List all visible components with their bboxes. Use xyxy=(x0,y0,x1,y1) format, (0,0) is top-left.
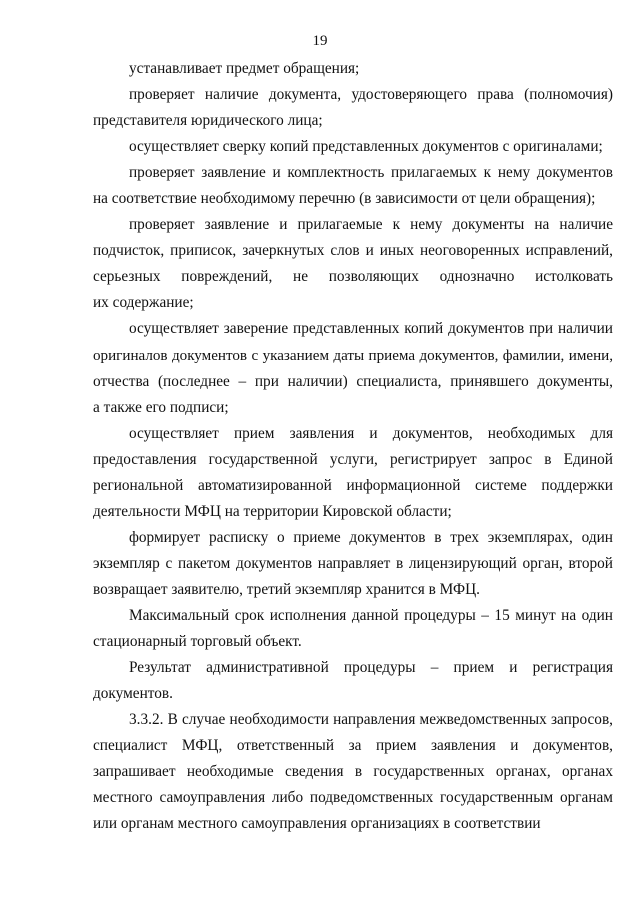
page-number: 19 xyxy=(312,33,328,49)
paragraph xyxy=(93,421,613,525)
text-line: осуществляет сверку копий представленных документов с оригиналами; xyxy=(129,138,603,156)
paragraph xyxy=(93,603,613,655)
text-line: осуществляет прием заявления и документов, необходимых для xyxy=(129,424,613,442)
text-line: экземпляр с пакетом документов направляет в лицензирующий орган, второй xyxy=(93,554,613,572)
text-line: серьезных повреждений, не позволяющих однозначно истолковать xyxy=(93,268,613,286)
text-line: предоставления государственной услуги, регистрирует запрос в Единой xyxy=(93,450,613,468)
text-line: на соответствие необходимому перечню (в зависимости от цели обращения); xyxy=(93,190,596,208)
text-line: или органам местного самоуправления организациях в соответствии xyxy=(93,815,541,833)
text-line: представителя юридического лица; xyxy=(93,112,323,130)
text-line: устанавливает предмет обращения; xyxy=(129,60,360,77)
text-line: региональной автоматизированной информационной системе поддержки xyxy=(93,476,613,494)
text-line: возвращает заявителю, третий экземпляр хранится в МФЦ. xyxy=(93,580,481,598)
text-line: их содержание; xyxy=(93,294,194,312)
text-line: деятельности МФЦ на территории Кировской области; xyxy=(93,502,452,520)
text-line: Максимальный срок исполнения данной процедуры – 15 минут на один xyxy=(129,606,613,624)
paragraph xyxy=(93,525,613,603)
text-line: проверяет заявление и комплектность прилагаемых к нему документов xyxy=(129,164,613,182)
text-line: осуществляет заверение представленных копий документов при наличии xyxy=(129,320,613,338)
paragraph xyxy=(93,56,613,82)
paragraph xyxy=(93,316,613,420)
paragraph xyxy=(93,160,613,212)
text-line: а также его подписи; xyxy=(93,398,229,416)
document-body xyxy=(93,56,613,837)
paragraph xyxy=(93,82,613,134)
paragraph xyxy=(93,655,613,707)
text-line: подчисток, приписок, зачеркнутых слов и иных неоговоренных исправлений, xyxy=(93,242,613,260)
text-line: отчества (последнее – при наличии) специалиста, принявшего документы, xyxy=(93,372,613,390)
text-line: запрашивает необходимые сведения в государственных органах, органах xyxy=(93,763,613,781)
text-line: формирует расписку о приеме документов в трех экземплярах, один xyxy=(129,528,613,546)
paragraph xyxy=(93,134,613,160)
text-line: проверяет заявление и прилагаемые к нему документы на наличие xyxy=(129,216,613,234)
text-line: проверяет наличие документа, удостоверяющего права (полномочия) xyxy=(129,86,613,104)
text-line: документов. xyxy=(93,685,173,703)
text-line: Результат административной процедуры – прием и регистрация xyxy=(129,659,613,677)
text-line: оригиналов документов с указанием даты приема документов, фамилии, имени, xyxy=(93,347,613,364)
text-line: специалист МФЦ, ответственный за прием заявления и документов, xyxy=(93,737,613,755)
paragraph xyxy=(93,212,613,316)
paragraph xyxy=(93,707,613,837)
text-line: местного самоуправления либо подведомственных государственным органам xyxy=(93,789,613,807)
text-line: 3.3.2. В случае необходимости направления межведомственных запросов, xyxy=(129,711,613,729)
text-line: стационарный торговый объект. xyxy=(93,633,302,651)
